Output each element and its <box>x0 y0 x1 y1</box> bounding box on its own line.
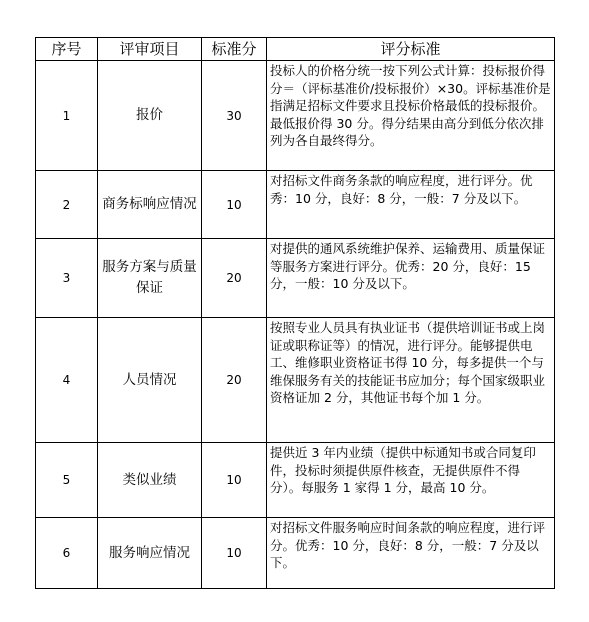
table-row <box>36 171 555 239</box>
table-row <box>36 443 555 518</box>
row-score: 20 <box>202 239 267 318</box>
row-score: 10 <box>202 518 267 589</box>
row-no: 2 <box>36 171 98 239</box>
header-item: 评审项目 <box>98 38 202 61</box>
table-row <box>36 518 555 589</box>
row-criteria: 投标人的价格分统一按下列公式计算：投标报价得分＝（评标基准价/投标报价）×30。评标基准价是指满足招标文件要求且投标价格最低的投标报价。最低报价得 30 分。得分结果由高分到低分依次排列为各自最终得分。 <box>267 61 555 171</box>
row-no: 6 <box>36 518 98 589</box>
row-score: 30 <box>202 61 267 171</box>
row-no: 1 <box>36 61 98 171</box>
row-score: 10 <box>202 443 267 518</box>
row-item: 服务响应情况 <box>98 518 202 589</box>
row-criteria: 对招标文件服务响应时间条款的响应程度，进行评分。优秀：10 分，良好：8 分，一般：7 分及以下。 <box>267 518 555 589</box>
row-item: 服务方案与质量保证 <box>98 239 202 318</box>
row-criteria: 提供近 3 年内业绩（提供中标通知书或合同复印件，投标时须提供原件核查，无提供原件不得分）。每服务 1 家得 1 分，最高 10 分。 <box>267 443 555 518</box>
header-criteria: 评分标准 <box>267 38 555 61</box>
row-criteria: 按照专业人员具有执业证书（提供培训证书或上岗证或职称证等）的情况，进行评分。能够提供电工、维修职业资格证书得 10 分，每多提供一个与维保服务有关的技能证书应加分；每个国家级职业资格证加 2 分，其他证书每个加 1 分。 <box>267 318 555 443</box>
row-score: 10 <box>202 171 267 239</box>
table-row <box>36 239 555 318</box>
row-item: 类似业绩 <box>98 443 202 518</box>
row-no: 4 <box>36 318 98 443</box>
row-score: 20 <box>202 318 267 443</box>
row-item: 人员情况 <box>98 318 202 443</box>
row-item: 商务标响应情况 <box>98 171 202 239</box>
header-row <box>36 38 555 61</box>
header-score: 标准分 <box>202 38 267 61</box>
scoring-table <box>35 37 555 589</box>
table-row <box>36 61 555 171</box>
row-no: 5 <box>36 443 98 518</box>
row-no: 3 <box>36 239 98 318</box>
row-item: 报价 <box>98 61 202 171</box>
row-criteria: 对招标文件商务条款的响应程度，进行评分。优秀：10 分，良好：8 分，一般：7 分及以下。 <box>267 171 555 239</box>
row-criteria: 对提供的通风系统维护保养、运输费用、质量保证等服务方案进行评分。优秀：20 分，良好：15 分，一般：10 分及以下。 <box>267 239 555 318</box>
header-no: 序号 <box>36 38 98 61</box>
table-row <box>36 318 555 443</box>
